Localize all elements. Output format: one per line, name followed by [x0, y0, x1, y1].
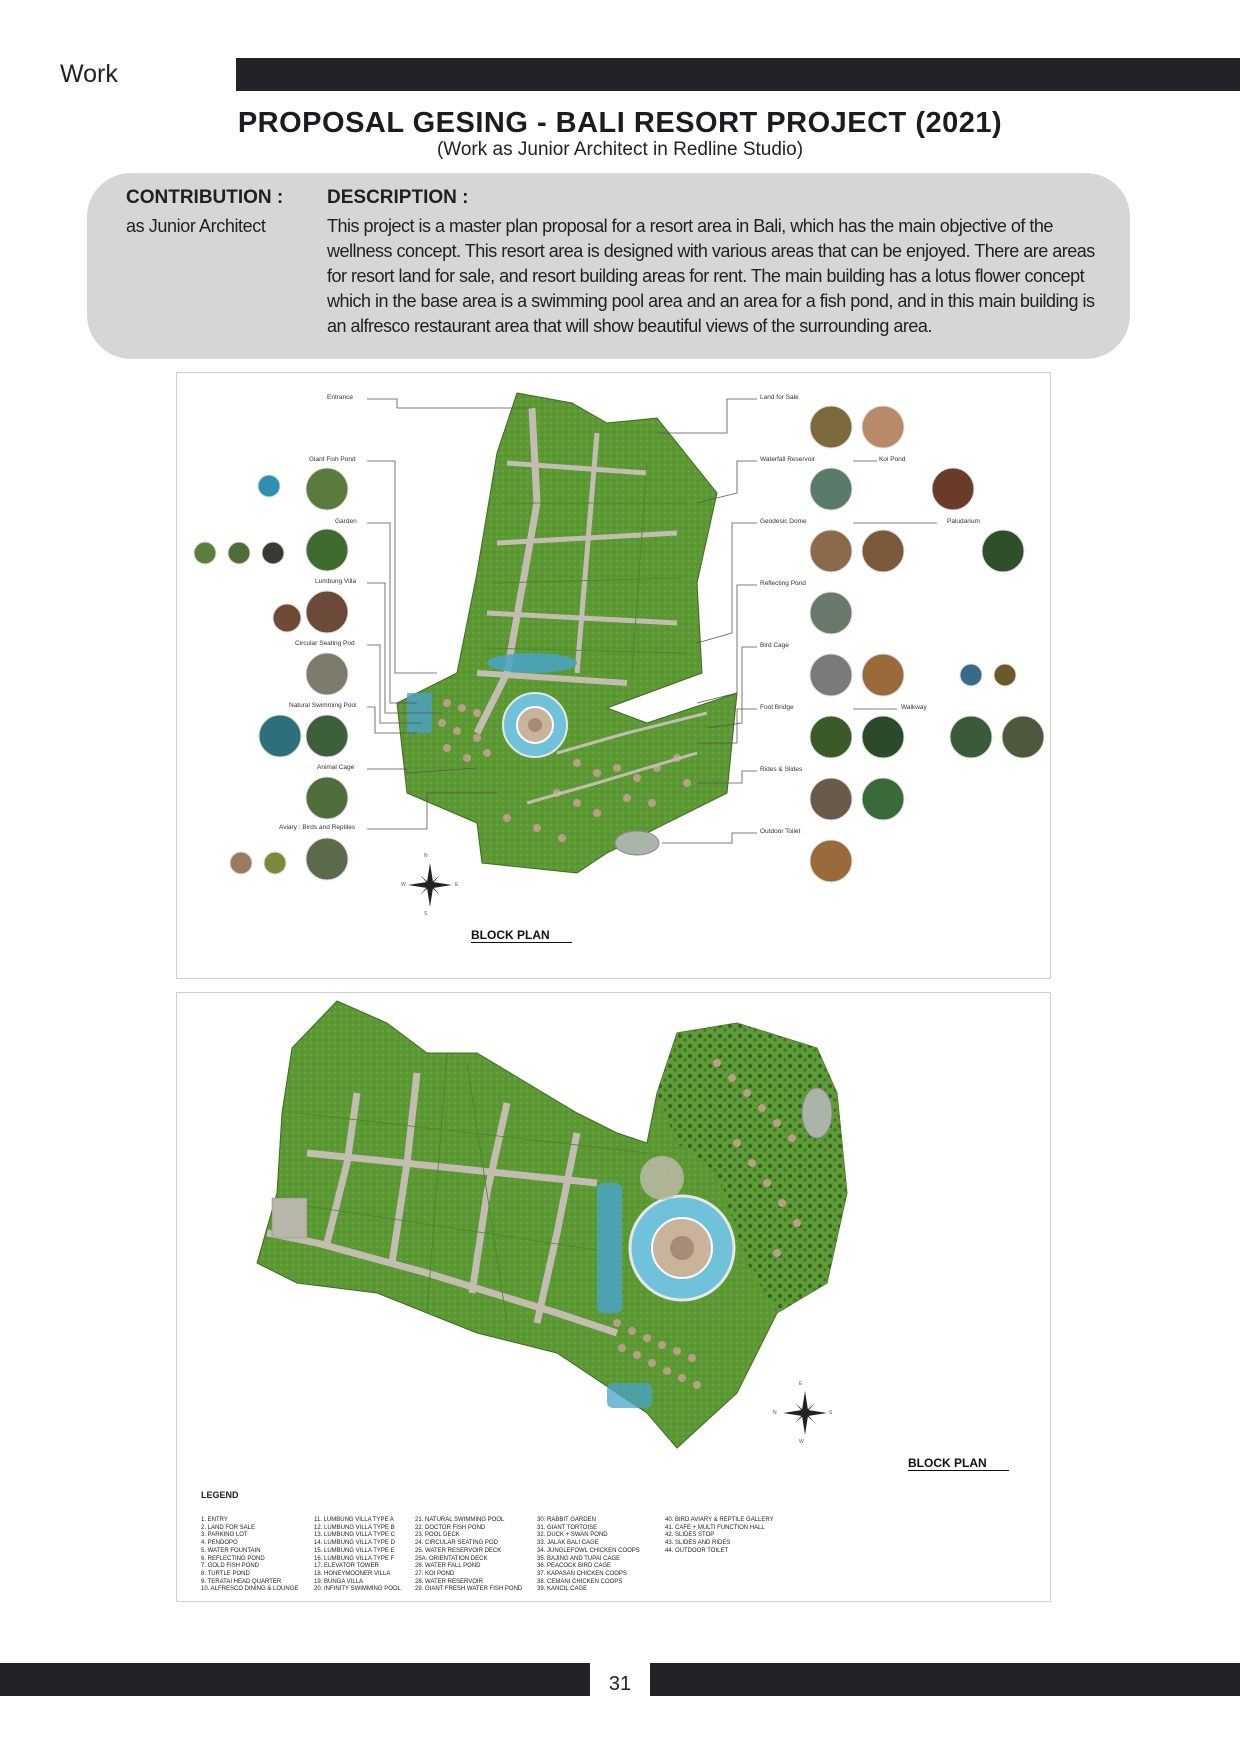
- label-rides-slides: Rides & Slides: [760, 766, 803, 773]
- legend-item: 3. PARKING LOT: [201, 1532, 248, 1539]
- page-subtitle: (Work as Junior Architect in Redline Studio): [436, 139, 804, 160]
- legend-item: 35. BAJING AND TUPAI CAGE: [537, 1555, 621, 1562]
- block-plan-diagram-1: [176, 372, 1051, 979]
- compass-w: W: [401, 882, 406, 888]
- compass-n: N: [424, 853, 428, 859]
- legend-item: 6. REFLECTING POND: [201, 1555, 265, 1562]
- legend-item: 38. CEMANI CHICKEN COOPS: [537, 1578, 623, 1585]
- legend-item: 14. LUMBUNG VILLA TYPE D: [314, 1540, 395, 1547]
- label-aviary: Aviary : Birds and Reptiles: [279, 824, 356, 831]
- legend-item: 26. WATER FALL POND: [415, 1563, 481, 1570]
- page-title: PROPOSAL GESING - BALI RESORT PROJECT (2021): [237, 107, 1003, 139]
- label-natural-swimming-pool: Natural Swimming Pool: [289, 702, 357, 709]
- legend-item: 40. BIRD AVIARY & REPTILE GALLERY: [665, 1517, 774, 1523]
- label-land-for-sale: Land for Sale: [760, 394, 799, 401]
- legend-item: 20. INFINITY SWIMMING POOL: [314, 1586, 401, 1593]
- legend-item: 25. WATER RESERVOIR DECK: [415, 1547, 502, 1554]
- legend-item: 39. KANCIL CAGE: [537, 1586, 588, 1593]
- legend-item: 5. WATER FOUNTAIN: [201, 1547, 261, 1554]
- header-bar: [236, 58, 1240, 91]
- legend-item: 42. SLIDES STOP: [665, 1532, 715, 1539]
- label-entrance: Entrance: [327, 394, 354, 401]
- project-info-box: [87, 173, 1130, 359]
- legend-item: 24. CIRCULAR SEATING POD: [415, 1540, 498, 1547]
- legend-item: 16. LUMBUNG VILLA TYPE F: [314, 1555, 395, 1562]
- legend-item: 28. WATER RESERVOIR: [415, 1578, 483, 1585]
- legend-item: 15. LUMBUNG VILLA TYPE E: [314, 1547, 395, 1554]
- legend-item: 8. TURTLE POND: [201, 1570, 250, 1577]
- block-plan-2-drawing: [177, 993, 1050, 1601]
- label-animal-cage: Animal Cage: [317, 764, 355, 771]
- legend-item: 17. ELEVATOR TOWER: [314, 1563, 379, 1570]
- legend-item: 37. KAPASAN CHICKEN COOPS: [537, 1570, 627, 1577]
- legend-item: 36. PEACOCK BIRD CAGE: [537, 1563, 612, 1570]
- legend-item: 4. PENDOPO: [201, 1540, 238, 1547]
- legend-column-1: [201, 1517, 298, 1594]
- description-heading: DESCRIPTION :: [327, 187, 469, 208]
- label-koi-pond: Koi Pond: [879, 456, 906, 463]
- legend-column-5: [665, 1517, 774, 1556]
- description-text: This project is a master plan proposal for a resort area in Bali, which has the main objective of the wellness concept. This resort area is designed with various areas that can be enjoyed. There are areas for resort land for sale, and resort building areas for rent. The main building has a lotus flower concept which in the base area is a swimming pool area and an area for a fish pond, and in this main building is an alfresco restaurant area that will show beautiful views of the surrounding area.: [327, 216, 1095, 336]
- legend-item: 43. SLIDES AND RIDES: [665, 1540, 731, 1547]
- legend-item: 41. CAFE + MULTI FUNCTION HALL: [665, 1524, 765, 1531]
- label-paludarium: Paludarium: [947, 518, 980, 525]
- legend-item: 25A. ORIENTATION DECK: [415, 1555, 488, 1562]
- label-reflecting-pond: Reflecting Pond: [760, 580, 806, 587]
- legend-item: 21. NATURAL SWIMMING POOL: [415, 1517, 505, 1523]
- compass-e: E: [455, 882, 459, 888]
- label-waterfall-reservoir: Waterfall Reservoir: [760, 456, 816, 463]
- legend-item: 27. KOI POND: [415, 1570, 455, 1577]
- compass-n: N: [773, 1410, 777, 1416]
- label-outdoor-toilet: Outdoor Toilet: [760, 828, 801, 835]
- page-number: 31: [608, 1673, 632, 1695]
- label-lumbung-villa: Lumbung Villa: [315, 578, 357, 585]
- label-bird-cage: Bird Cage: [760, 642, 789, 649]
- legend-item: 34. JUNGLEFOWL CHICKEN COOPS: [537, 1547, 640, 1554]
- block-plan-1-drawing: [177, 373, 1050, 978]
- legend-item: 1. ENTRY: [201, 1517, 228, 1523]
- legend-item: 2. LAND FOR SALE: [201, 1524, 256, 1531]
- legend-column-4: [537, 1517, 640, 1594]
- legend-item: 19. BUNGA VILLA: [314, 1578, 364, 1585]
- legend-item: 9. TERATAI HEAD QUARTER: [201, 1578, 282, 1585]
- block-plan-diagram-2: [176, 992, 1051, 1602]
- contribution-heading: CONTRIBUTION :: [126, 187, 284, 208]
- label-circular-seating-pod: Circular Seating Pod: [295, 640, 355, 647]
- label-garden: Garden: [335, 518, 357, 525]
- legend-item: 30. RABBIT GARDEN: [537, 1517, 596, 1523]
- label-foot-bridge: Foot Bridge: [760, 704, 794, 711]
- compass-s: S: [424, 911, 428, 917]
- legend-item: 13. LUMBUNG VILLA TYPE C: [314, 1532, 395, 1539]
- label-walkway: Walkway: [901, 704, 927, 711]
- label-giant-fish-pond: Giant Fish Pond: [309, 456, 356, 463]
- legend-item: 10. ALFRESCO DINING & LOUNGE: [201, 1586, 299, 1593]
- compass-e: E: [799, 1381, 803, 1387]
- footer-bar-left: [0, 1663, 590, 1696]
- compass-s: S: [829, 1410, 833, 1416]
- legend-item: 32. DUCK + SWAN POND: [537, 1532, 608, 1539]
- legend-item: 29. GIANT FRESH WATER FISH POND: [415, 1586, 523, 1593]
- legend-item: 33. JALAK BALI CAGE: [537, 1540, 599, 1547]
- compass-w: W: [799, 1439, 804, 1445]
- legend-item: 18. HONEYMOONER VILLA: [314, 1570, 391, 1577]
- legend-item: 22. DOCTOR FISH POND: [415, 1524, 486, 1531]
- legend-column-3: [415, 1517, 522, 1594]
- legend-item: 44. OUTDOOR TOILET: [665, 1547, 729, 1554]
- block-plan-label: BLOCK PLAN: [908, 1456, 1009, 1471]
- legend-item: 12. LUMBUNG VILLA TYPE B: [314, 1524, 395, 1531]
- legend-item: 11. LUMBUNG VILLA TYPE A: [314, 1517, 394, 1523]
- legend-title: LEGEND: [201, 1490, 239, 1500]
- legend-item: 7. GOLD FISH POND: [201, 1563, 260, 1570]
- contribution-value: as Junior Architect: [126, 216, 266, 236]
- legend-item: 31. GIANT TORTOISE: [537, 1524, 598, 1531]
- block-plan-label: BLOCK PLAN: [471, 928, 572, 943]
- footer-bar-right: [650, 1663, 1240, 1696]
- legend-column-2: [314, 1517, 401, 1594]
- section-label: Work: [60, 60, 118, 88]
- label-geodesic-dome: Geodesic Dome: [760, 518, 807, 525]
- legend-item: 23. POOL DECK: [415, 1532, 460, 1539]
